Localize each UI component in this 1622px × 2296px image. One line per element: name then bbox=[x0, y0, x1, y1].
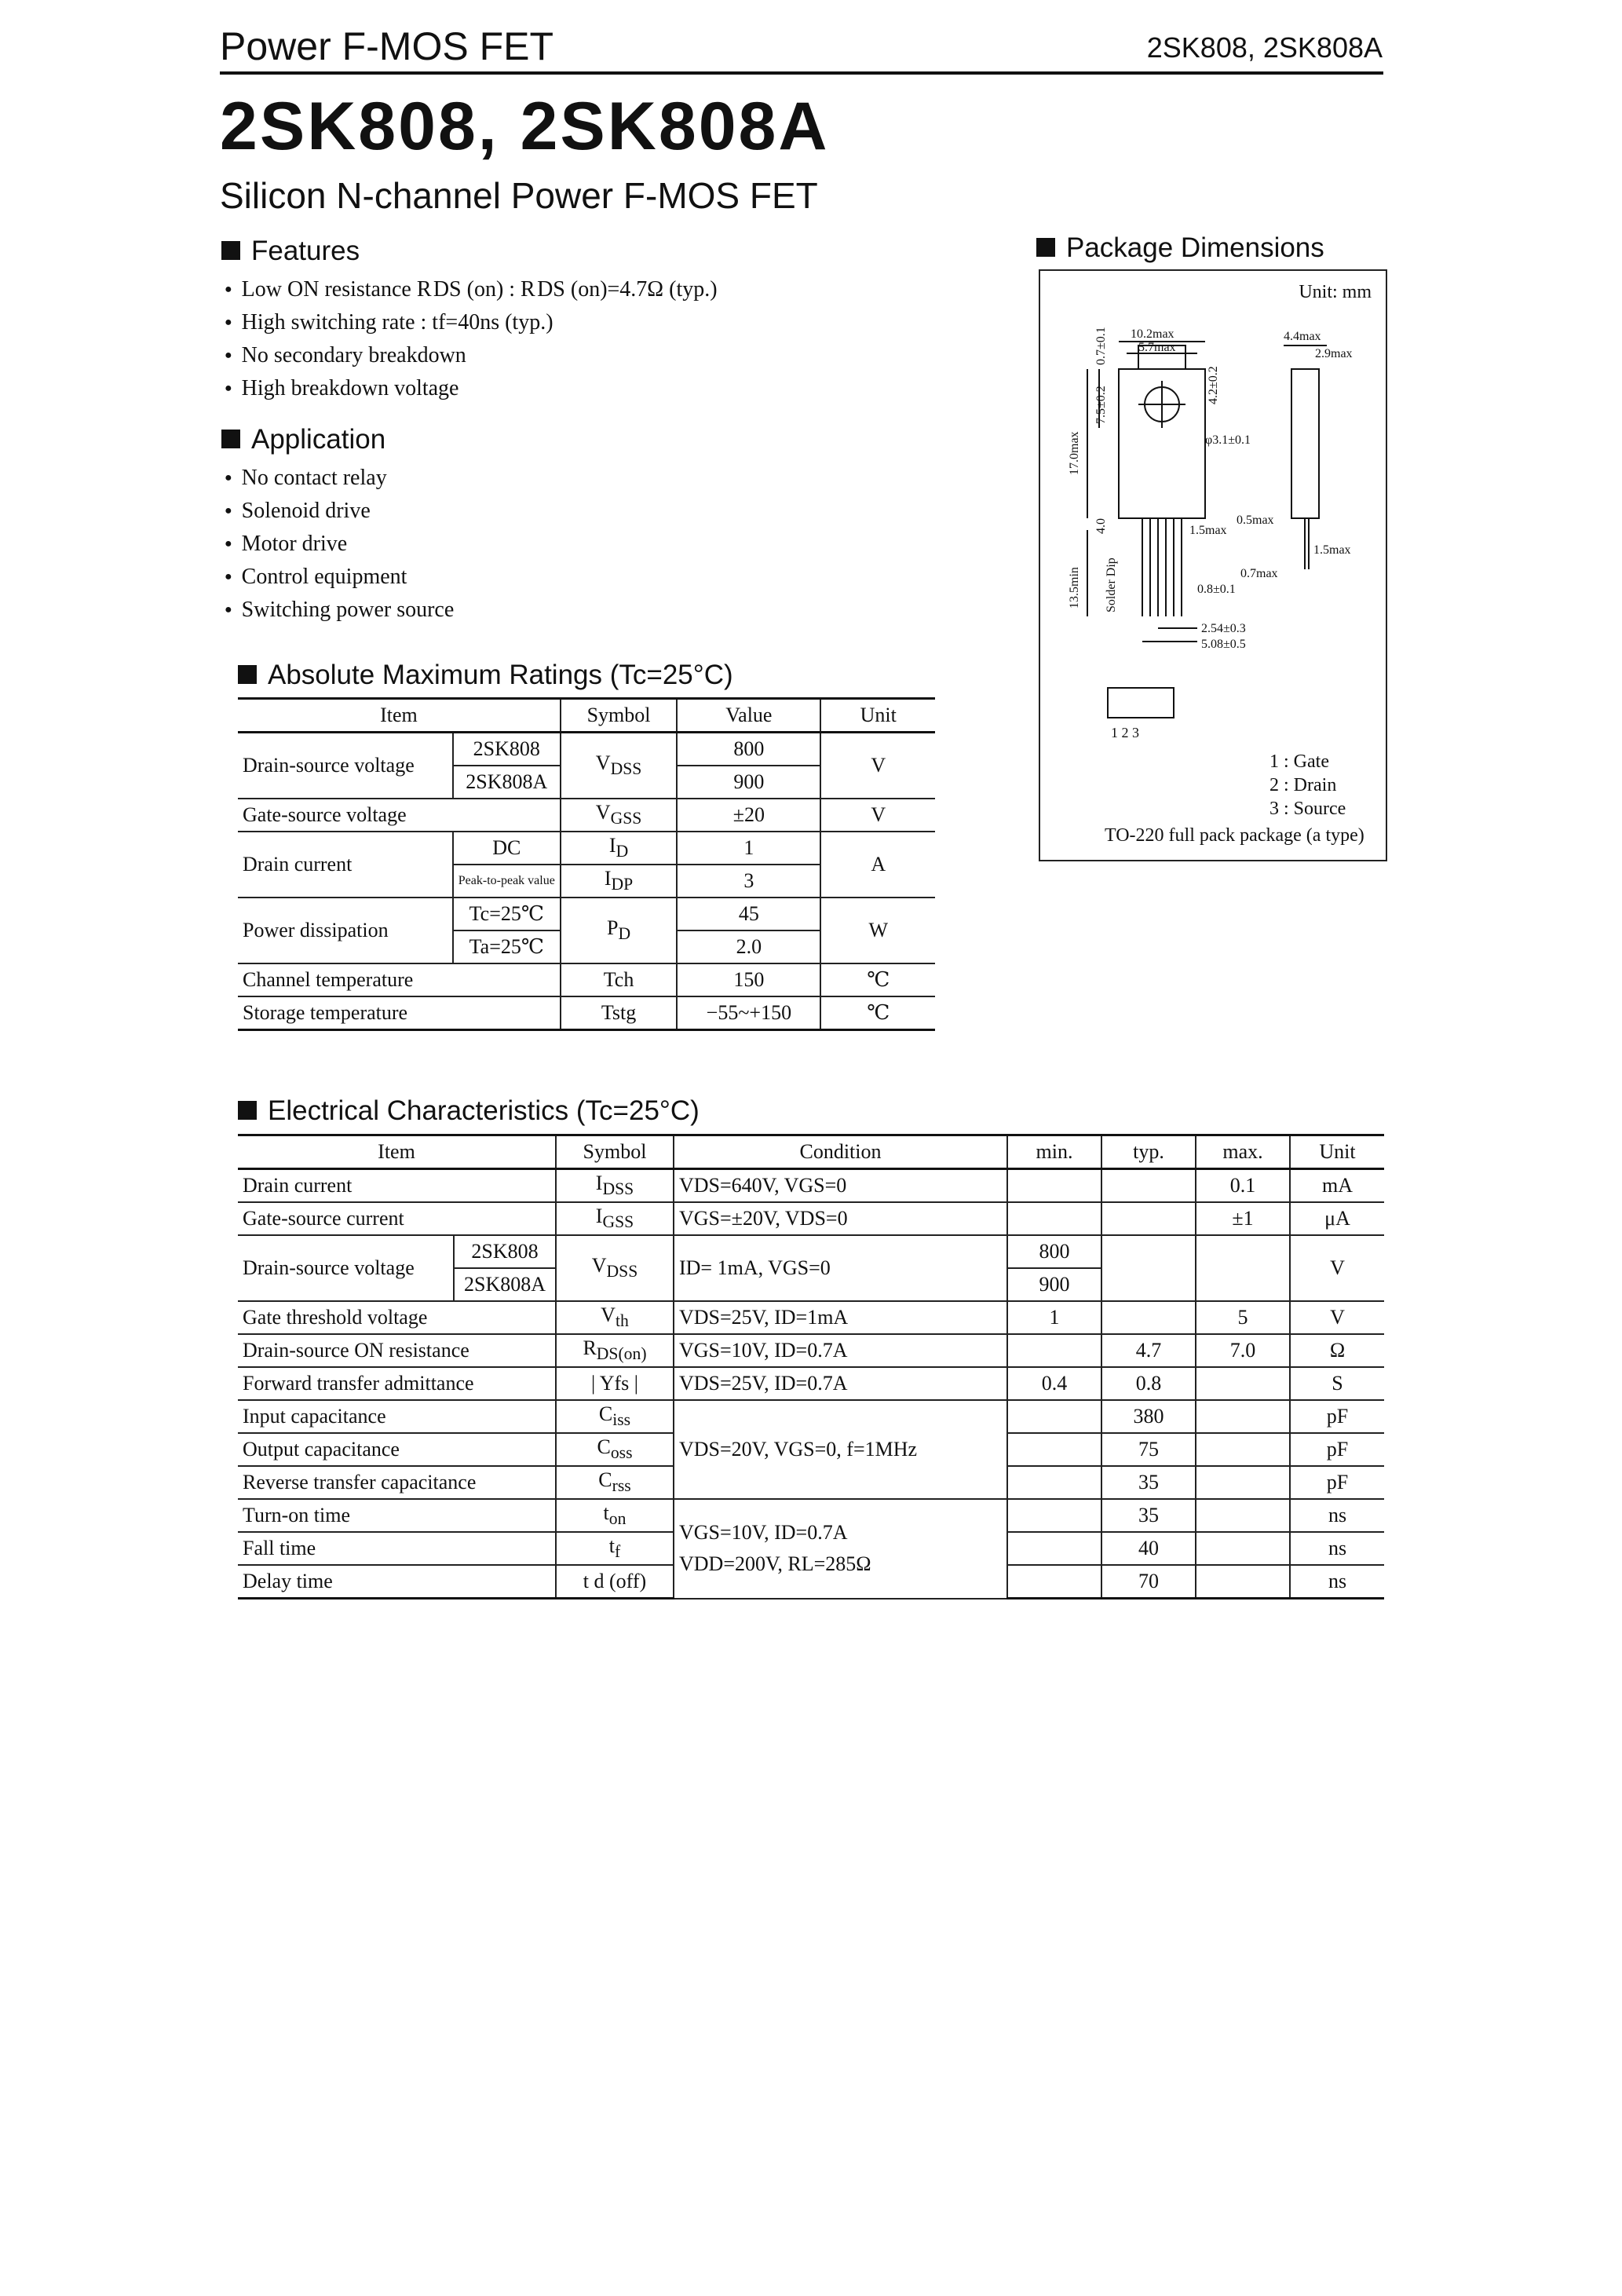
page-subtitle: Silicon N-channel Power F-MOS FET bbox=[220, 175, 818, 216]
dim-label: 5.7max bbox=[1138, 341, 1176, 354]
table-row: Drain-source voltage 2SK808 $V_{DSS}$ 800 V bbox=[238, 733, 935, 766]
dim-label: 4.2±0.2 bbox=[1207, 366, 1220, 404]
table-row: Input capacitance $C_{iss}$ VDS=20V, VGS=0, f=1MHz 380 pF bbox=[238, 1400, 1384, 1433]
package-unit: Unit: mm bbox=[1299, 282, 1372, 302]
dim-label: 10.2max bbox=[1131, 327, 1174, 341]
table-row: Output capacitance $C_{oss}$ 75 pF bbox=[238, 1433, 1384, 1466]
dim-label: 17.0max bbox=[1068, 431, 1081, 475]
application-heading: Application bbox=[221, 424, 385, 455]
package-side-view bbox=[1291, 369, 1319, 518]
table-row: Power dissipation Tc=25℃ $P_D$ 45 W bbox=[238, 898, 935, 930]
list-item: ● Control equipment bbox=[225, 561, 454, 594]
header-title: Power F-MOS FET bbox=[220, 24, 554, 68]
electrical-characteristics-table bbox=[238, 1134, 1384, 1600]
bullet-square-icon bbox=[238, 1101, 257, 1120]
dim-label: Solder Dip bbox=[1105, 558, 1118, 612]
dim-label: 0.5max bbox=[1237, 514, 1274, 527]
page-title: 2SK808, 2SK808A bbox=[220, 89, 830, 164]
list-item: ● Motor drive bbox=[225, 528, 454, 561]
dim-label: 1.5max bbox=[1313, 543, 1351, 557]
table-row: Drain-source voltage 2SK808 $V_{DSS}$ ID= 1mA, VGS=0 800 V bbox=[238, 1235, 1384, 1268]
header-rule bbox=[220, 71, 1383, 75]
table-row: Ta=25℃ 2.0 bbox=[238, 930, 935, 963]
bullet-square-icon bbox=[221, 430, 240, 448]
list-item: ● Solenoid drive bbox=[225, 495, 454, 528]
amr-heading: Absolute Maximum Ratings (Tc=25°C) bbox=[238, 660, 733, 691]
table-row: Reverse transfer capacitance $C_{rss}$ 35 pF bbox=[238, 1466, 1384, 1499]
table-row: Turn-on time $t_{on}$ VGS=10V, ID=0.7A VDD=200V, RL=285Ω 35 ns bbox=[238, 1499, 1384, 1532]
table-row: Drain current $I_{DSS}$ VDS=640V, VGS=0 0.1 mA bbox=[238, 1169, 1384, 1203]
list-item: ● Switching power source bbox=[225, 594, 454, 627]
dim-label: 13.5min bbox=[1068, 567, 1081, 609]
table-row: Channel temperature Tch 150 ℃ bbox=[238, 963, 935, 996]
dim-label: 1.5max bbox=[1189, 524, 1227, 537]
dim-label: 4.0 bbox=[1094, 518, 1108, 534]
table-row: Gate-source voltage $V_{GSS}$ ±20 V bbox=[238, 799, 935, 832]
table-row: Drain-source ON resistance $R_{DS(on)}$ VGS=10V, ID=0.7A 4.7 7.0 Ω bbox=[238, 1334, 1384, 1367]
pin-legend: 1 : Gate 2 : Drain 3 : Source bbox=[1269, 751, 1346, 819]
switching-condition-2: VDD=200V, RL=285Ω bbox=[679, 1552, 871, 1576]
bullet-square-icon bbox=[1036, 238, 1055, 257]
header-part-numbers: 2SK808, 2SK808A bbox=[1146, 31, 1383, 64]
dim-label: φ3.1±0.1 bbox=[1205, 433, 1251, 447]
package-dimensions-box bbox=[1039, 269, 1387, 861]
table-row: Delay time t d (off) 70 ns bbox=[238, 1565, 1384, 1599]
features-list bbox=[225, 273, 718, 405]
table-row: Peak-to-peak value $I_{DP}$ 3 bbox=[238, 865, 935, 898]
switching-condition-1: VGS=10V, ID=0.7A bbox=[679, 1521, 848, 1545]
table-header-row: Item Symbol Value Unit bbox=[238, 699, 935, 733]
table-header-row: Item Symbol Condition min. typ. max. Unit bbox=[238, 1135, 1384, 1169]
table-row: Storage temperature Tstg −55~+150 ℃ bbox=[238, 996, 935, 1030]
dim-label: 7.5±0.2 bbox=[1094, 386, 1108, 424]
list-item: ● No secondary breakdown bbox=[225, 339, 718, 372]
dim-label: 0.7max bbox=[1240, 567, 1278, 580]
dim-label: 2.54±0.3 bbox=[1201, 622, 1246, 635]
dim-label: 2.9max bbox=[1315, 347, 1353, 360]
table-row: Fall time $t_f$ 40 ns bbox=[238, 1532, 1384, 1565]
package-heading: Package Dimensions bbox=[1036, 232, 1324, 264]
table-row: 2SK808A 900 bbox=[238, 1268, 1384, 1301]
bullet-square-icon bbox=[238, 665, 257, 684]
bullet-square-icon bbox=[221, 241, 240, 260]
dim-label: 0.8±0.1 bbox=[1197, 583, 1236, 596]
pin-view-icon bbox=[1107, 687, 1174, 718]
table-row: 2SK808A 900 bbox=[238, 766, 935, 799]
table-row: Gate-source current $I_{GSS}$ VGS=±20V, VDS=0 ±1 μA bbox=[238, 1202, 1384, 1235]
ec-heading: Electrical Characteristics (Tc=25°C) bbox=[238, 1095, 700, 1127]
application-list bbox=[225, 462, 454, 627]
dim-label: 0.7±0.1 bbox=[1094, 327, 1108, 365]
list-item: ● Low ON resistance R DS (on) : R DS (on)=4.7Ω (typ.) bbox=[225, 273, 718, 306]
pin-numbers: 1 2 3 bbox=[1111, 725, 1139, 740]
table-row: Forward transfer admittance | Yfs | VDS=25V, ID=0.7A 0.4 0.8 S bbox=[238, 1367, 1384, 1400]
list-item: ● High breakdown voltage bbox=[225, 372, 718, 405]
list-item: ● No contact relay bbox=[225, 462, 454, 495]
package-drawing bbox=[1056, 318, 1370, 664]
package-caption: TO-220 full pack package (a type) bbox=[1105, 825, 1364, 846]
list-item: ● High switching rate : tf=40ns (typ.) bbox=[225, 306, 718, 339]
table-row: Drain current DC $I_D$ 1 A bbox=[238, 832, 935, 865]
table-row: Gate threshold voltage $V_{th}$ VDS=25V, ID=1mA 1 5 V bbox=[238, 1301, 1384, 1334]
features-heading: Features bbox=[221, 236, 360, 267]
absolute-max-ratings-table bbox=[238, 697, 935, 1031]
dim-label: 5.08±0.5 bbox=[1201, 638, 1246, 651]
dim-label: 4.4max bbox=[1284, 330, 1321, 343]
